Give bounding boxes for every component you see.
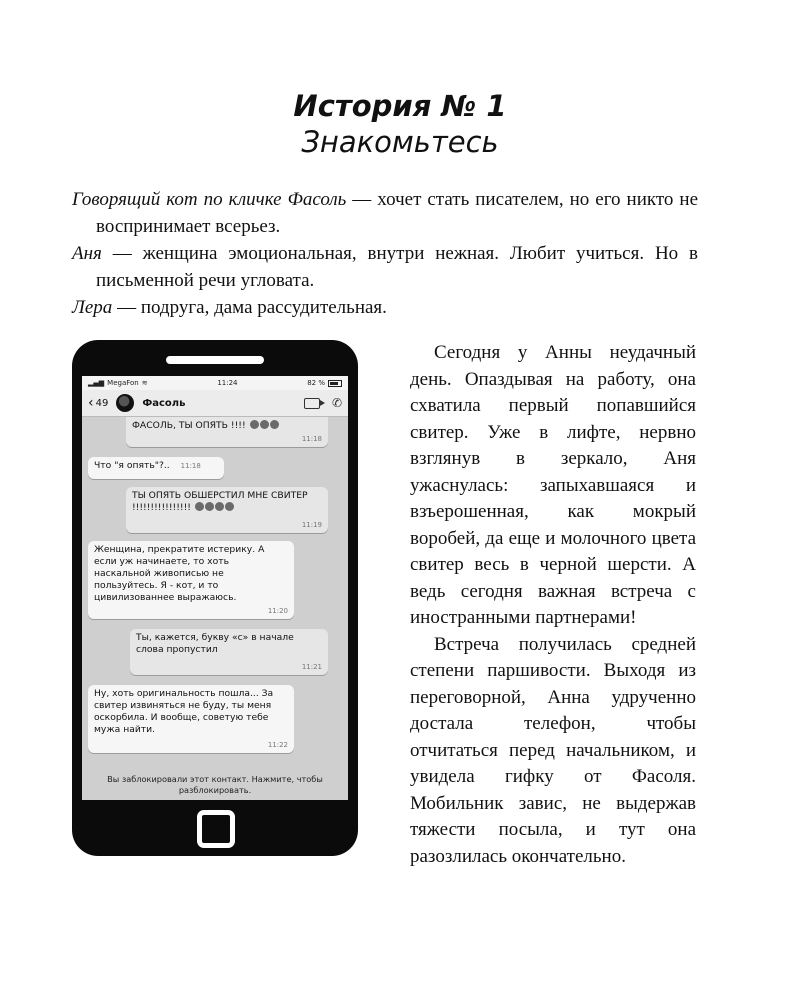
phone-call-icon[interactable]: ✆ [331, 396, 342, 410]
story-paragraph: Встреча получилась средней степени паршивости. Выходя из переговорной, Анна удрученно достала телефон, чтобы отчитаться перед начальником, и увидела гифку от Фасоля. Мобильник завис, не выдержав тяжести посыла, и тут она разозлилась окончательно. [410, 633, 696, 867]
chapter-subtitle: Знакомьтесь [301, 125, 499, 159]
character-description: — женщина эмоциональная, внутри нежная. Любит учиться. Но в письменной речи угловата. [96, 243, 698, 291]
message-time: 11:18 [301, 435, 322, 443]
message-time: 11:18 [180, 462, 201, 470]
message-text: Ну, хоть оригинальность пошла... За свитер извиняться не буду, ты меня оскорбила. И вообще, советую тебе мужа найти. [94, 688, 274, 735]
chapter-header [0, 88, 800, 160]
angry-emoji-icon [250, 420, 259, 429]
angry-emoji-icon [195, 502, 204, 511]
battery-icon [328, 380, 342, 387]
home-button [197, 810, 235, 848]
message-bubble [126, 487, 328, 533]
message-time: 11:20 [267, 607, 288, 615]
angry-emoji-icon [270, 420, 279, 429]
message-time: 11:22 [267, 741, 288, 749]
wifi-icon: ≋ [141, 379, 148, 387]
message-time: 11:19 [301, 521, 322, 529]
character-name: Лера [72, 297, 113, 318]
character-entry [72, 240, 698, 294]
avatar[interactable] [116, 394, 134, 412]
character-description: — хочет стать писателем, но его никто не воспринимает всерьез. [96, 189, 698, 237]
angry-emoji-icon [205, 502, 214, 511]
carrier-label: MegaFon [107, 379, 139, 387]
status-bar [82, 376, 348, 390]
message-bubble [88, 457, 224, 479]
character-name: Аня [72, 243, 102, 264]
chat-thread [82, 417, 348, 775]
character-name: Говорящий кот по кличке Фасоль [72, 189, 347, 210]
message-text: Что "я опять"?.. [94, 460, 170, 471]
character-entry [72, 294, 698, 321]
chat-header [82, 390, 348, 417]
contact-name[interactable]: Фасоль [142, 397, 186, 409]
message-time: 11:21 [301, 663, 322, 671]
message-bubble [126, 417, 328, 447]
story-paragraph: Сегодня у Анны неудачный день. Опаздывая на работу, она схватила первый попавшийся свитер. Уже в лифте, нервно взглянув в зеркало, Аня ужаснулась: запыхавшаяся и взъерошенная, как мокрый воробей, да еще и молочного цвета свитер весь в черной шерсти. А ведь сегодня важная встреча с иностранными партнерами! [410, 342, 696, 628]
character-entry [72, 186, 698, 240]
message-text: ФАСОЛЬ, ТЫ ОПЯТЬ !!!! [132, 420, 246, 431]
video-call-icon[interactable] [304, 398, 320, 409]
back-chevron-icon[interactable]: ‹ [88, 395, 94, 411]
message-text: Ты, кажется, букву «с» в начале слова пропустил [136, 632, 294, 655]
message-text: ТЫ ОПЯТЬ ОБШЕРСТИЛ МНЕ СВИТЕР !!!!!!!!!!!!!!!! [132, 490, 308, 513]
angry-emoji-icon [260, 420, 269, 429]
message-bubble [88, 685, 294, 753]
message-text: Женщина, прекратите истерику. А если уж начинаете, то хоть наскальной живописью не пользуйтесь. Я - кот, и то цивилизованнее выражаюсь. [94, 544, 265, 603]
character-description: — подруга, дама рассудительная. [112, 297, 387, 318]
character-list [72, 186, 698, 321]
message-bubble [130, 629, 328, 675]
angry-emoji-icon [225, 502, 234, 511]
battery-label: 82 % [307, 379, 325, 387]
chapter-title: История № 1 [293, 89, 507, 123]
phone-screen [82, 376, 348, 800]
message-bubble [88, 541, 294, 619]
status-time: 11:24 [217, 379, 238, 387]
signal-icon: ▂▄▆ [88, 379, 105, 387]
phone-speaker [166, 356, 264, 364]
blocked-contact-notice[interactable]: Вы заблокировали этот контакт. Нажмите, чтобы разблокировать. [107, 774, 323, 795]
angry-emoji-icon [215, 502, 224, 511]
back-count[interactable]: 49 [95, 397, 109, 409]
story-text [410, 340, 696, 870]
phone-illustration [72, 340, 358, 856]
